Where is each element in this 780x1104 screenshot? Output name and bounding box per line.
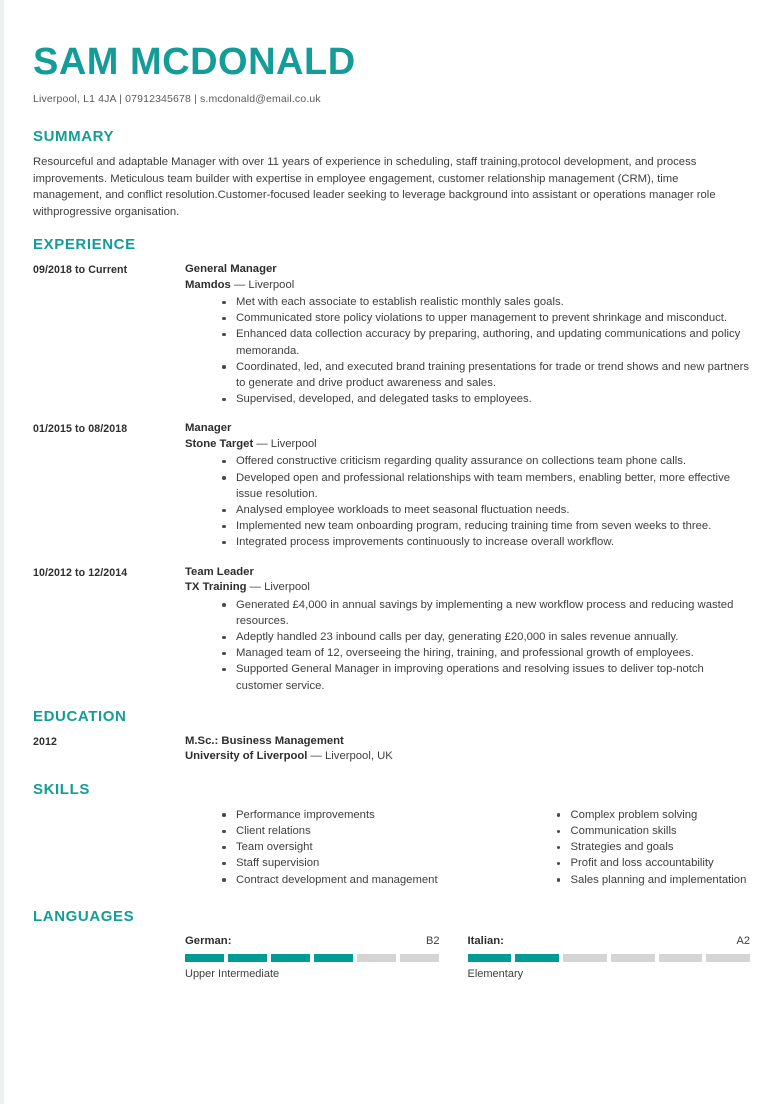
job-separator-dash: — [246,581,265,594]
language-bar-segment [357,954,396,962]
job-bullet-item: Enhanced data collection accuracy by preparing, authoring, and updating communications and policy memoranda. [222,326,750,358]
language-description: Elementary [467,967,524,980]
skill-item: Client relations [222,823,450,839]
job-organisation-name: TX Training [185,581,247,594]
language-level-code: A2 [736,934,750,947]
language-entry [185,934,468,982]
skill-item: Team oversight [222,839,450,855]
education-entry-list [33,734,750,765]
language-bar-segment [515,954,559,962]
skill-list-right [520,807,751,888]
education-entry-date: 2012 [33,735,57,748]
candidate-name: SAM MCDONALD [33,41,356,83]
experience-entry-body [185,262,750,407]
experience-entry-list [33,262,750,694]
job-bullet-item: Generated £4,000 in annual savings by implementing a new workflow process and reducing wasted resources. [222,597,750,629]
language-bar-segment [611,954,655,962]
education-institution-line [185,749,750,765]
skill-item: Contract development and management [222,872,450,888]
section-heading-languages: LANGUAGES [33,907,135,925]
language-bar-segment [468,954,512,962]
skill-item: Sales planning and implementation [557,872,751,888]
language-level-code: B2 [426,934,440,947]
experience-entry-date: 01/2015 to 08/2018 [33,423,128,436]
job-location: Liverpool [270,437,317,450]
job-bullet-list [185,294,750,407]
experience-entry [33,262,750,407]
skills-columns [33,807,750,888]
job-title: Team Leader [185,565,254,578]
job-bullet-item: Supported General Manager in improving operations and resolving issues to deliver top-notch customer service. [222,661,750,693]
skills-column-left [185,807,468,888]
section-heading-experience: EXPERIENCE [33,236,136,253]
section-summary [33,128,750,220]
skill-item: Profit and loss accountability [557,855,751,871]
job-bullet-item: Developed open and professional relationships with team members, enabling better, more effective issue resolution. [222,470,750,502]
skill-list-left [185,807,450,888]
experience-entry-date: 09/2018 to Current [33,264,128,276]
education-institution-name: University of Liverpool [185,750,308,763]
job-location: Liverpool [248,278,295,291]
language-bar-segment [271,954,310,962]
language-bar-segment [400,954,439,962]
language-bar-segment [185,954,224,962]
skill-item: Complex problem solving [557,807,751,823]
experience-entry-body [185,421,750,550]
job-bullet-item: Coordinated, led, and executed brand training presentations for trade or trend shows and new partners to generate and drive product awareness and sales. [222,359,750,391]
job-bullet-list [185,597,750,694]
job-separator-dash: — [230,278,249,291]
job-bullet-item: Offered constructive criticism regarding quality assurance on collections team phone calls. [222,453,750,469]
job-bullet-item: Communicated store policy violations to upper management to prevent shrinkage and misconduct. [222,310,750,326]
skill-item: Performance improvements [222,807,450,823]
language-header [468,934,751,949]
job-organisation-line [185,278,750,294]
skill-item: Strategies and goals [557,839,751,855]
job-bullet-item: Adeptly handled 23 inbound calls per day, generating £20,000 in sales revenue annually. [222,629,750,645]
skill-item: Communication skills [557,823,751,839]
job-organisation-line [185,580,750,596]
section-heading-summary: SUMMARY [33,128,115,145]
section-heading-skills: SKILLS [33,780,90,798]
job-organisation-name: Mamdos [185,278,231,291]
language-header [185,934,440,949]
education-location: Liverpool, UK [325,750,393,763]
experience-entry-body [185,565,750,694]
language-entry [468,934,751,982]
education-entry-body [185,734,750,765]
job-title: Manager [185,422,232,435]
language-name: Italian: [467,934,504,947]
job-bullet-item: Implemented new team onboarding program, reducing training time from seven weeks to three. [222,518,750,534]
page-left-edge-accent [0,0,4,1104]
job-organisation-name: Stone Target [185,437,254,450]
resume-header [33,40,750,106]
language-proficiency-bar [185,954,440,962]
job-separator-dash: — [253,437,271,450]
summary-text: Resourceful and adaptable Manager with over 11 years of experience in scheduling, staff training,protocol development, and process improvements. Meticulous team builder with expertise in employee engagement, customer relationship management (CRM), time management, and conflict resolution.Customer-focused leader seeking to leverage background into assistant or operations manager role withprogressive organisation. [33,156,716,218]
experience-entry-date: 10/2012 to 12/2014 [33,566,128,579]
education-entry [33,734,750,765]
resume-content [33,40,750,998]
contact-line: Liverpool, L1 4JA | 07912345678 | s.mcdonald@email.co.uk [33,93,321,105]
experience-entry [33,565,750,694]
language-bar-segment [314,954,353,962]
job-bullet-item: Managed team of 12, overseeing the hiring, training, and professional growth of employees. [222,645,750,661]
job-organisation-line [185,437,750,453]
skill-item: Staff supervision [222,855,450,871]
language-bar-segment [228,954,267,962]
experience-entry [33,421,750,550]
language-proficiency-bar [468,954,751,962]
job-bullet-item: Supervised, developed, and delegated tasks to employees. [222,391,750,407]
language-bar-segment [659,954,703,962]
job-bullet-item: Analysed employee workloads to meet seasonal fluctuation needs. [222,502,750,518]
education-degree: M.Sc.: Business Management [185,734,344,747]
section-languages [33,908,750,982]
section-experience [33,236,750,694]
job-bullet-list [185,453,750,550]
education-separator-dash: — [307,750,325,763]
job-bullet-item: Met with each associate to establish realistic monthly sales goals. [222,294,750,310]
job-bullet-item: Integrated process improvements continuously to increase overall workflow. [222,534,750,550]
section-skills [33,781,750,888]
language-columns [33,934,750,982]
language-bar-segment [563,954,607,962]
language-description: Upper Intermediate [185,967,280,980]
section-education [33,708,750,765]
language-name: German: [185,934,232,947]
skills-column-right [468,807,751,888]
section-heading-education: EDUCATION [33,707,127,725]
job-location: Liverpool [264,581,310,594]
language-bar-segment [706,954,750,962]
job-title: General Manager [185,263,277,275]
